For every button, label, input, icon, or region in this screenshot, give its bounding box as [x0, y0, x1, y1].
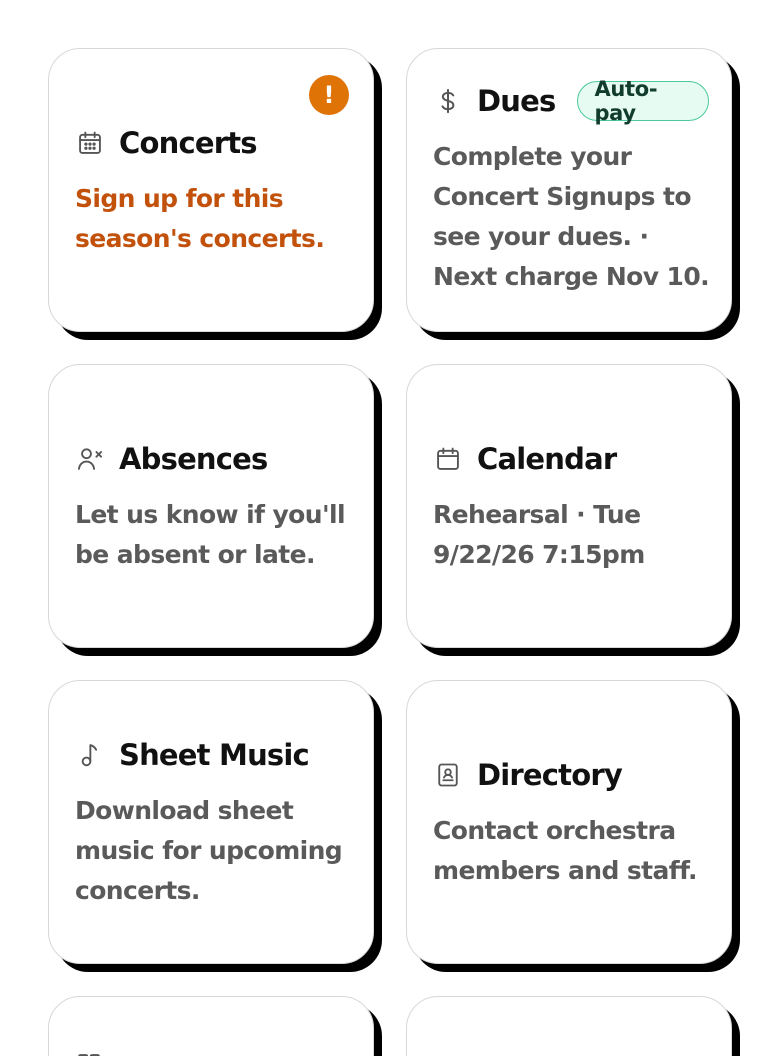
- calendar-icon: [433, 444, 463, 474]
- sheet-music-card[interactable]: [48, 680, 374, 964]
- card-title: Sheet Music: [119, 738, 309, 772]
- user-x-icon: [75, 444, 105, 474]
- music-note-icon: [75, 740, 105, 770]
- card-title: Calendar: [477, 442, 617, 476]
- grid-icon: [75, 1051, 103, 1056]
- alert-badge: !: [309, 75, 349, 115]
- card-description: Complete your Concert Signups to see your dues. · Next charge Nov 10.: [433, 142, 710, 291]
- card-description: Contact orchestra members and staff.: [433, 816, 697, 885]
- card-description: Sign up for this season's concerts.: [75, 184, 325, 253]
- contact-book-icon: [433, 760, 463, 790]
- card-description: Download sheet music for upcoming concerts.: [75, 796, 343, 905]
- card-title: Absences: [119, 442, 268, 476]
- card-partial-left[interactable]: [48, 996, 374, 1056]
- card-description: Let us know if you'll be absent or late.: [75, 500, 345, 569]
- card-title: Dues: [477, 84, 556, 118]
- calendar-card[interactable]: [406, 364, 732, 648]
- absences-card[interactable]: [48, 364, 374, 648]
- dues-card[interactable]: [406, 48, 732, 332]
- card-partial-right[interactable]: [406, 996, 732, 1056]
- calendar-grid-icon: [75, 128, 105, 158]
- card-title: Directory: [477, 758, 622, 792]
- auto-pay-badge: Auto-pay: [577, 81, 709, 121]
- card-title: Concerts: [119, 126, 257, 160]
- card-description: Rehearsal · Tue 9/22/26 7:15pm: [433, 500, 645, 569]
- concerts-card[interactable]: [48, 48, 374, 332]
- dollar-icon: [433, 86, 463, 116]
- directory-card[interactable]: [406, 680, 732, 964]
